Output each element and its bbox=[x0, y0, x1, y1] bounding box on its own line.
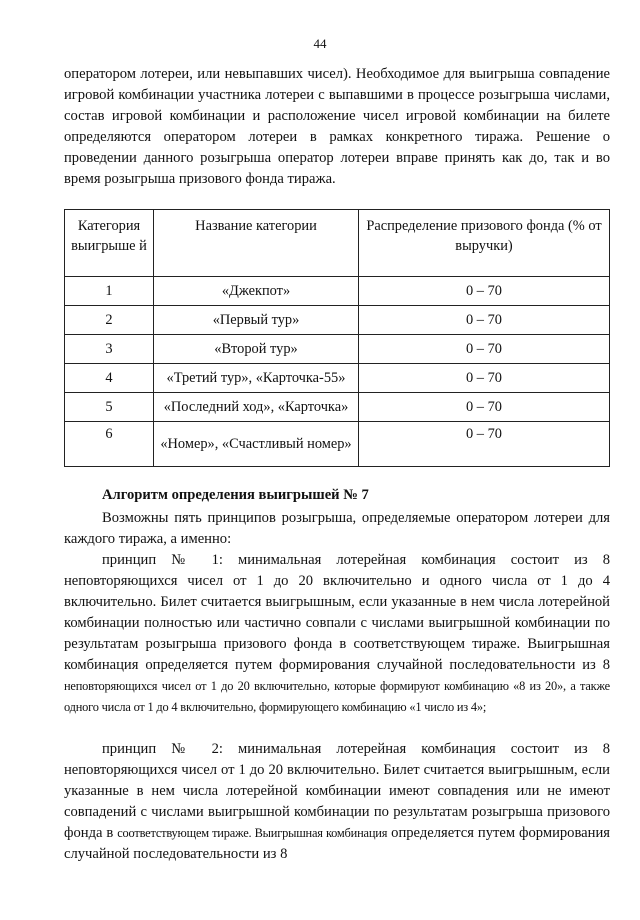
prize-distribution-table bbox=[64, 209, 610, 467]
header-category: Категория выигрыше й bbox=[65, 210, 154, 277]
principle-2-condensed-text: соответствующем тираже. Выигрышная комбинация bbox=[117, 826, 388, 840]
cell-category: 1 bbox=[65, 277, 154, 306]
page-number: 44 bbox=[313, 36, 327, 51]
cell-category: 6 bbox=[65, 422, 154, 467]
principles-intro-paragraph: Возможны пять принципов розыгрыша, определяемые оператором лотереи для каждого тиража, а именно: bbox=[64, 510, 610, 547]
principle-2-tail-text: определяется путем формирования случайной последовательности из 8 bbox=[64, 825, 610, 862]
table-row bbox=[65, 306, 610, 335]
table-row bbox=[65, 422, 610, 467]
principle-1-condensed-text: неповторяющихся чисел от 1 до 20 включительно, которые формируют комбинацию «8 из 20», а также одного числа от 1 до 4 включительно, формирующего комбинацию «1 число из 4»; bbox=[64, 679, 610, 714]
cell-name: «Номер», «Счастливый номер» bbox=[154, 422, 359, 467]
cell-distribution: 0 – 70 bbox=[359, 277, 610, 306]
principle-2-paragraph bbox=[64, 739, 610, 865]
intro-paragraph: оператором лотереи, или невыпавших чисел). Необходимое для выигрыша совпадение игровой комбинации участника лотереи с выпавшими в процессе розыгрыша числами, состав игровой комбинации и расположение чисел игровой комбинации на билете определяются оператором лотереи в рамках конкретного тиража. Решение о проведении данного розыгрыша оператор лотереи вправе принять как до, так и во время розыгрыша призового фонда тиража. bbox=[64, 66, 610, 187]
cell-name: «Последний ход», «Карточка» bbox=[154, 393, 359, 422]
cell-name: «Джекпот» bbox=[154, 277, 359, 306]
cell-distribution: 0 – 70 bbox=[359, 364, 610, 393]
cell-distribution: 0 – 70 bbox=[359, 393, 610, 422]
table-row bbox=[65, 335, 610, 364]
header-name: Название категории bbox=[154, 210, 359, 277]
cell-category: 2 bbox=[65, 306, 154, 335]
table-header-row bbox=[65, 210, 610, 277]
principle-1-text: принцип № 1: минимальная лотерейная комбинация состоит из 8 неповторяющихся чисел от 1 до 20 включительно и одного числа от 1 до 4 включительно. Билет считается выигрышным, если указанные в нем числа лотерейной комбинации полностью или частично совпали с числами выигрышной комбинации по результатам розыгрыша призового фонда в соответствующем тираже. Выигрышная комбинация определяется путем формирования случайной последовательности из 8 bbox=[64, 552, 610, 673]
cell-distribution: 0 – 70 bbox=[359, 335, 610, 364]
principle-1-paragraph bbox=[64, 550, 610, 718]
table-row bbox=[65, 364, 610, 393]
cell-category: 4 bbox=[65, 364, 154, 393]
cell-distribution: 0 – 70 bbox=[359, 422, 610, 467]
header-distribution: Распределение призового фонда (% от выручки) bbox=[359, 210, 610, 277]
cell-category: 5 bbox=[65, 393, 154, 422]
table-row bbox=[65, 277, 610, 306]
section-heading: Алгоритм определения выигрышей № 7 bbox=[102, 487, 369, 503]
cell-name: «Первый тур» bbox=[154, 306, 359, 335]
cell-name: «Третий тур», «Карточка-55» bbox=[154, 364, 359, 393]
cell-name: «Второй тур» bbox=[154, 335, 359, 364]
cell-distribution: 0 – 70 bbox=[359, 306, 610, 335]
cell-category: 3 bbox=[65, 335, 154, 364]
table-row bbox=[65, 393, 610, 422]
principle-2-text: принцип № 2: минимальная лотерейная комбинация состоит из 8 неповторяющихся чисел от 1 до 20 включительно. Билет считается выигрышным, если указанные в нем числа лотерейной комбинации имеют совпадения или не имеют совпадений с числами выигрышной комбинации по результатам розыгрыша призового фонда в bbox=[64, 741, 610, 841]
